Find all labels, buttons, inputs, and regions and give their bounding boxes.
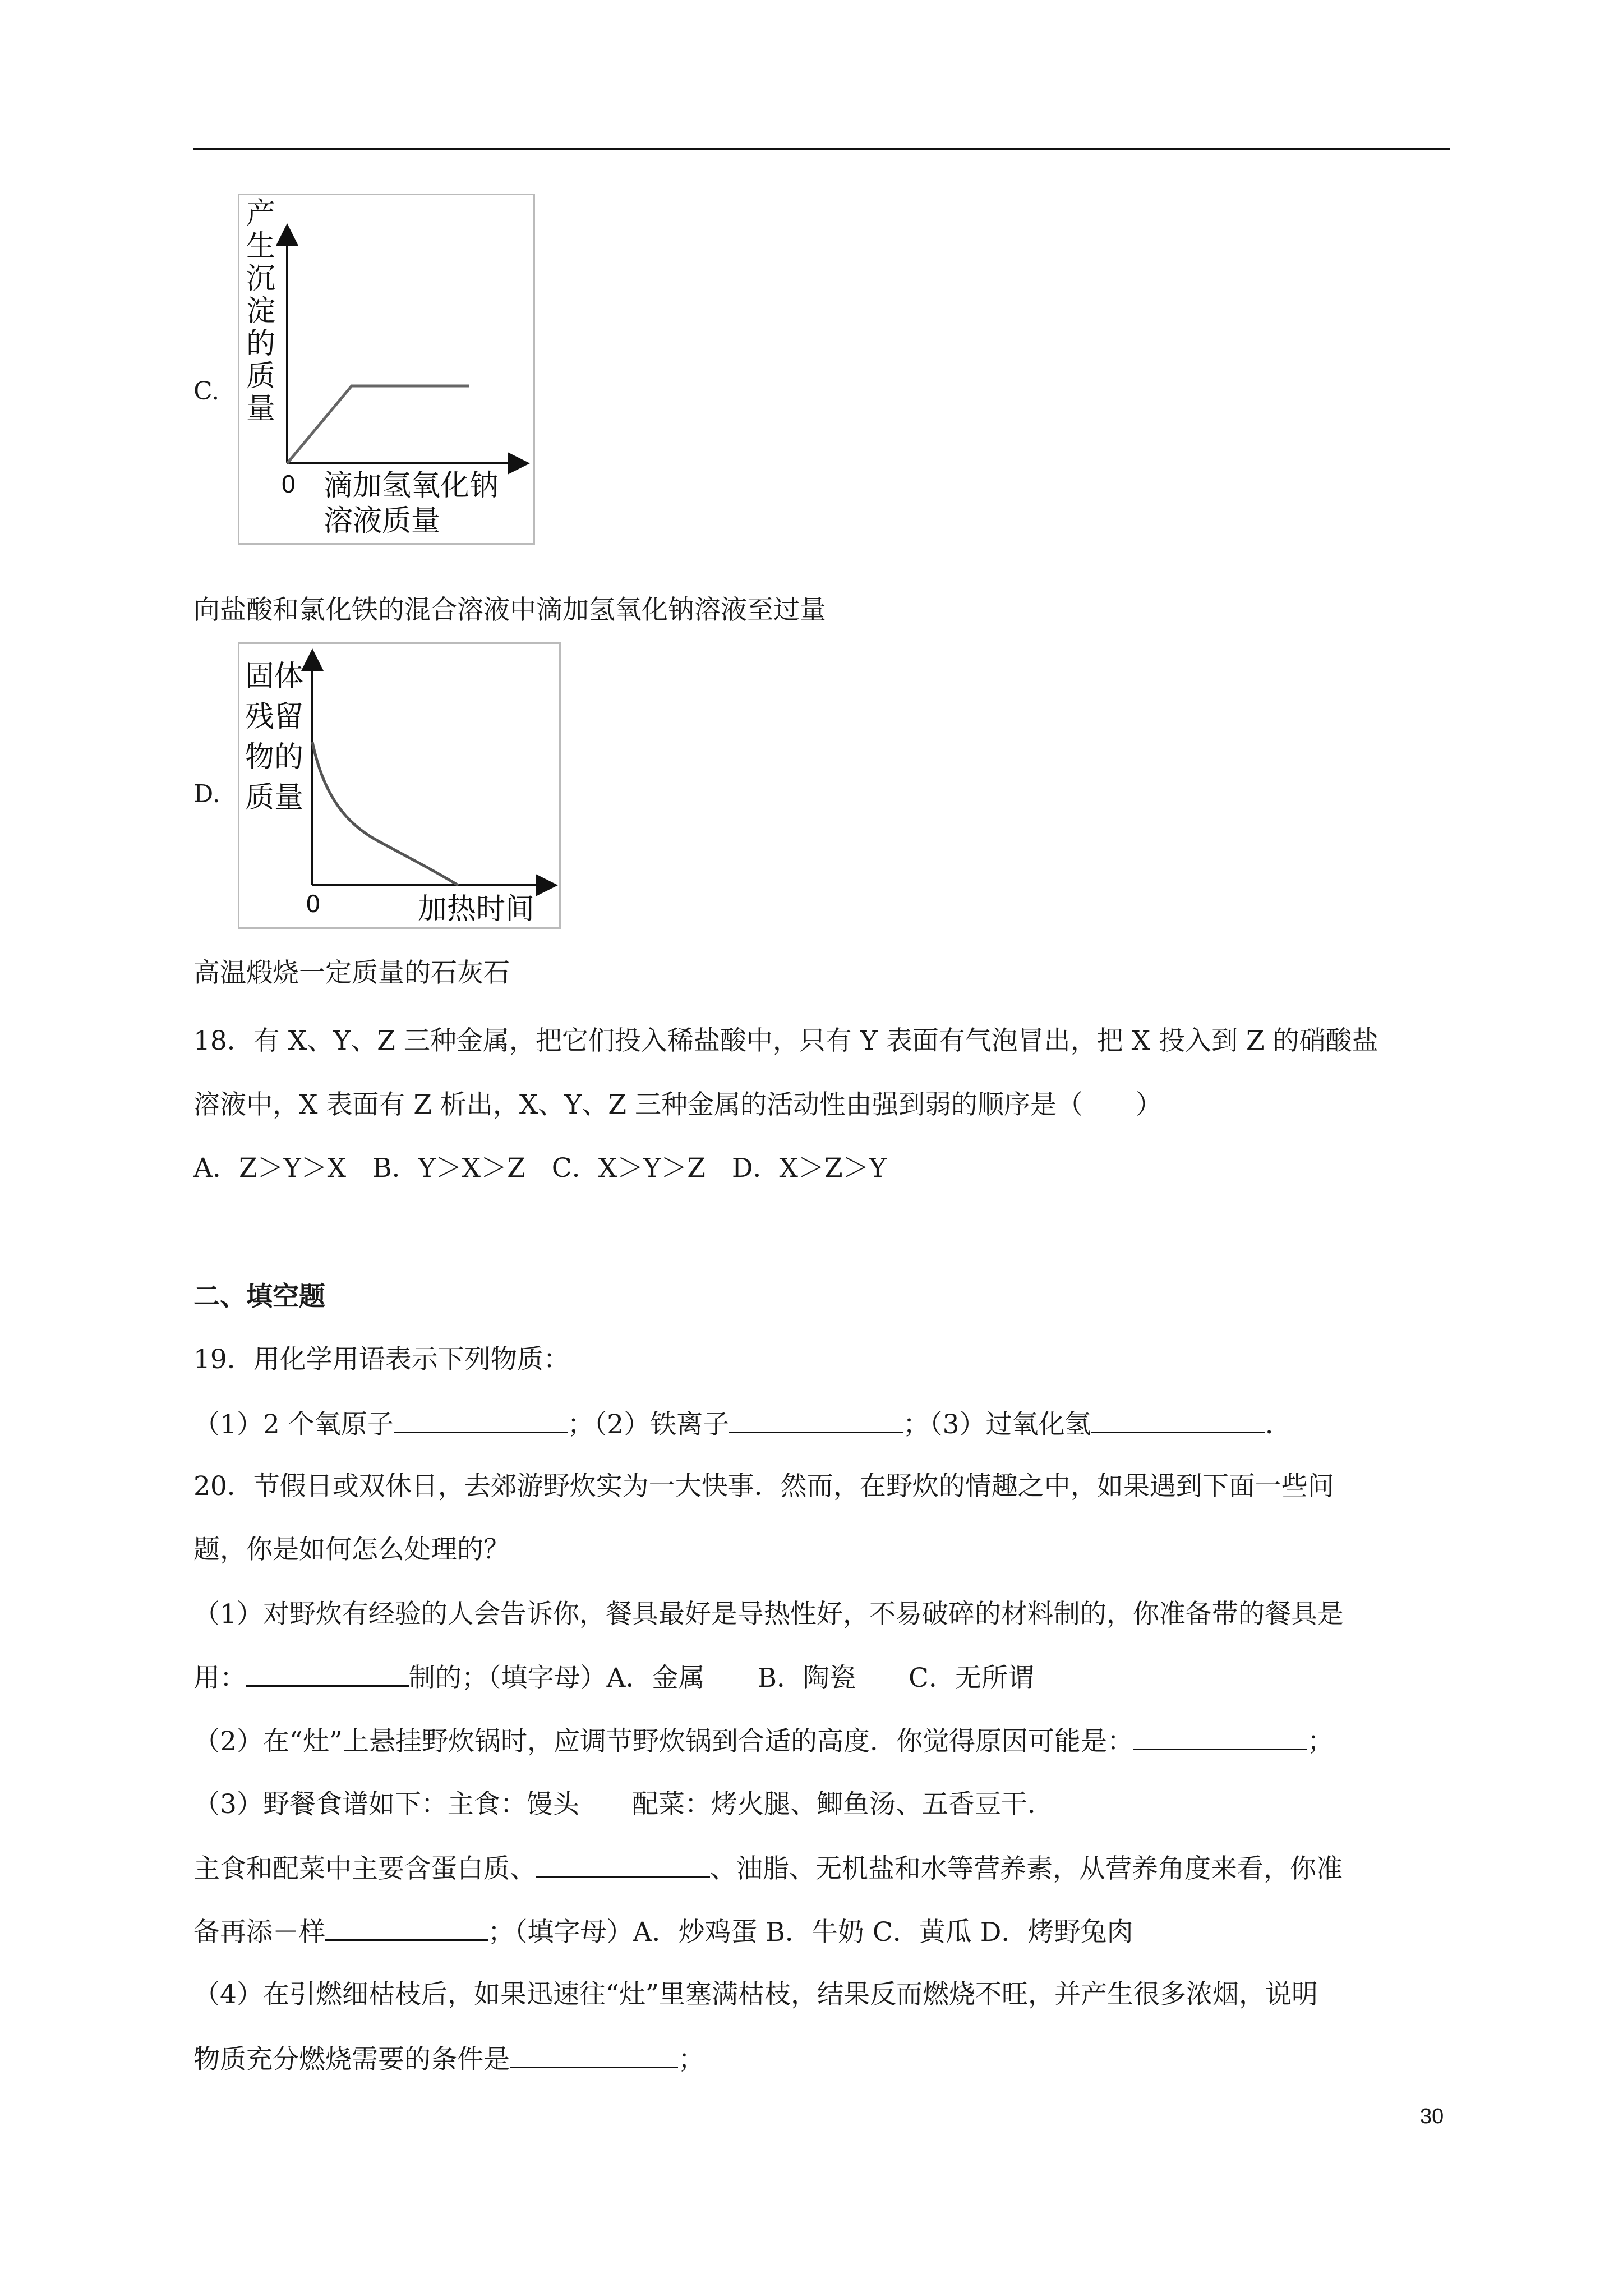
answer-blank[interactable] <box>1091 1407 1265 1433</box>
figure-d-caption: 高温煅烧一定质量的石灰石 <box>193 958 510 988</box>
figure-d-graph <box>238 642 561 929</box>
header-rule <box>193 148 1450 150</box>
q20-p3-line3-prefix: 备再添－样 <box>193 1917 325 1948</box>
y-label-char: 量 <box>246 392 276 426</box>
origin-label: 0 <box>281 471 296 498</box>
q20-p3-suffix: 、油脂、无机盐和水等营养素，从营养角度来看，你准 <box>710 1853 1343 1884</box>
page-number: 30 <box>1420 2105 1444 2128</box>
q20-p1-line1: （1）对野炊有经验的人会告诉你，餐具最好是导热性好，不易破碎的材料制的，你准备带的餐具是 <box>193 1599 1344 1630</box>
q19-part3-label: ；（3）过氧化氢 <box>903 1409 1091 1440</box>
y-label-char: 淀 <box>246 295 276 328</box>
q19-end: . <box>1265 1409 1274 1440</box>
q19-stem: 19．用化学用语表示下列物质： <box>193 1344 570 1375</box>
q20-p2-end: ； <box>1307 1726 1334 1757</box>
y-label-char: 产 <box>246 197 276 231</box>
q19-part1-label: （1）2 个氧原子 <box>193 1409 394 1440</box>
answer-blank[interactable] <box>394 1407 568 1433</box>
figure-c-caption: 向盐酸和氯化铁的混合溶液中滴加氢氧化钠溶液至过量 <box>193 595 826 625</box>
answer-blank[interactable] <box>729 1407 903 1433</box>
section-title: 二、填空题 <box>193 1281 325 1312</box>
residue-curve <box>312 742 458 885</box>
x-label: 加热时间 <box>418 892 535 926</box>
answer-blank[interactable] <box>325 1915 488 1941</box>
x-label-line2: 溶液质量 <box>324 504 441 538</box>
q20-p3-line3-suffix: ；（填字母）A．炒鸡蛋 B．牛奶 C．黄瓜 D．烤野兔肉 <box>488 1917 1133 1948</box>
answer-blank[interactable] <box>246 1660 409 1687</box>
q20-p3-line1: （3）野餐食谱如下：主食：馒头 配菜：烤火腿、鲫鱼汤、五香豆干． <box>193 1789 1054 1820</box>
y-label-line: 残留 <box>245 700 304 734</box>
y-label-char: 生 <box>246 229 276 263</box>
x-label-line1: 滴加氢氧化钠 <box>324 469 499 503</box>
q20-p3-line2 <box>193 1851 1343 1886</box>
q20-p3-prefix: 主食和配菜中主要含蛋白质、 <box>193 1853 536 1884</box>
q18-options: A．Z＞Y＞X B．Y＞X＞Z C．X＞Y＞Z D．X＞Z＞Y <box>193 1153 887 1184</box>
q20-p1-prefix: 用： <box>193 1663 246 1694</box>
y-label-line: 固体 <box>245 660 304 693</box>
y-label-char: 质 <box>246 360 276 393</box>
q18-line1: 18．有 X、Y、Z 三种金属，把它们投入稀盐酸中，只有 Y 表面有气泡冒出，把 X 投入到 Z 的硝酸盐 <box>193 1025 1378 1056</box>
y-label-char: 的 <box>246 327 276 361</box>
precipitate-curve <box>287 386 469 463</box>
q20-p4-end: ； <box>678 2044 704 2075</box>
q20-p3-line3 <box>193 1915 1133 1949</box>
q20-p2 <box>193 1724 1334 1759</box>
answer-blank[interactable] <box>536 1851 710 1878</box>
q20-p2-prefix: （2）在“灶”上悬挂野炊锅时，应调节野炊锅到合适的高度．你觉得原因可能是： <box>193 1726 1133 1757</box>
answer-blank[interactable] <box>1133 1724 1307 1750</box>
y-label-char: 沉 <box>246 262 276 296</box>
q19-parts <box>193 1407 1274 1442</box>
answer-blank[interactable] <box>510 2042 678 2068</box>
origin-label: 0 <box>306 890 321 918</box>
figure-c-graph <box>238 194 535 545</box>
q20-p4-line2 <box>193 2042 704 2077</box>
y-label-line: 物的 <box>245 740 304 774</box>
q20-p1-suffix: 制的；（填字母）A．金属 B．陶瓷 C．无所谓 <box>409 1663 1034 1694</box>
q20-line2: 题，你是如何怎么处理的？ <box>193 1534 510 1565</box>
option-d-label: D. <box>193 780 220 808</box>
q18-line2: 溶液中，X 表面有 Z 析出，X、Y、Z 三种金属的活动性由强到弱的顺序是（ ） <box>193 1089 1163 1120</box>
y-label-line: 质量 <box>245 781 304 815</box>
option-c-label: C. <box>193 377 220 406</box>
q20-p4-prefix: 物质充分燃烧需要的条件是 <box>193 2044 510 2075</box>
q20-p4-line1: （4）在引燃细枯枝后，如果迅速往“灶”里塞满枯枝，结果反而燃烧不旺，并产生很多浓烟，说明 <box>193 1979 1318 2010</box>
q20-p1-line2 <box>193 1660 1034 1695</box>
q20-line1: 20．节假日或双休日，去郊游野炊实为一大快事．然而，在野炊的情趣之中，如果遇到下面一些问 <box>193 1471 1334 1502</box>
q19-part2-label: ；（2）铁离子 <box>567 1409 730 1440</box>
